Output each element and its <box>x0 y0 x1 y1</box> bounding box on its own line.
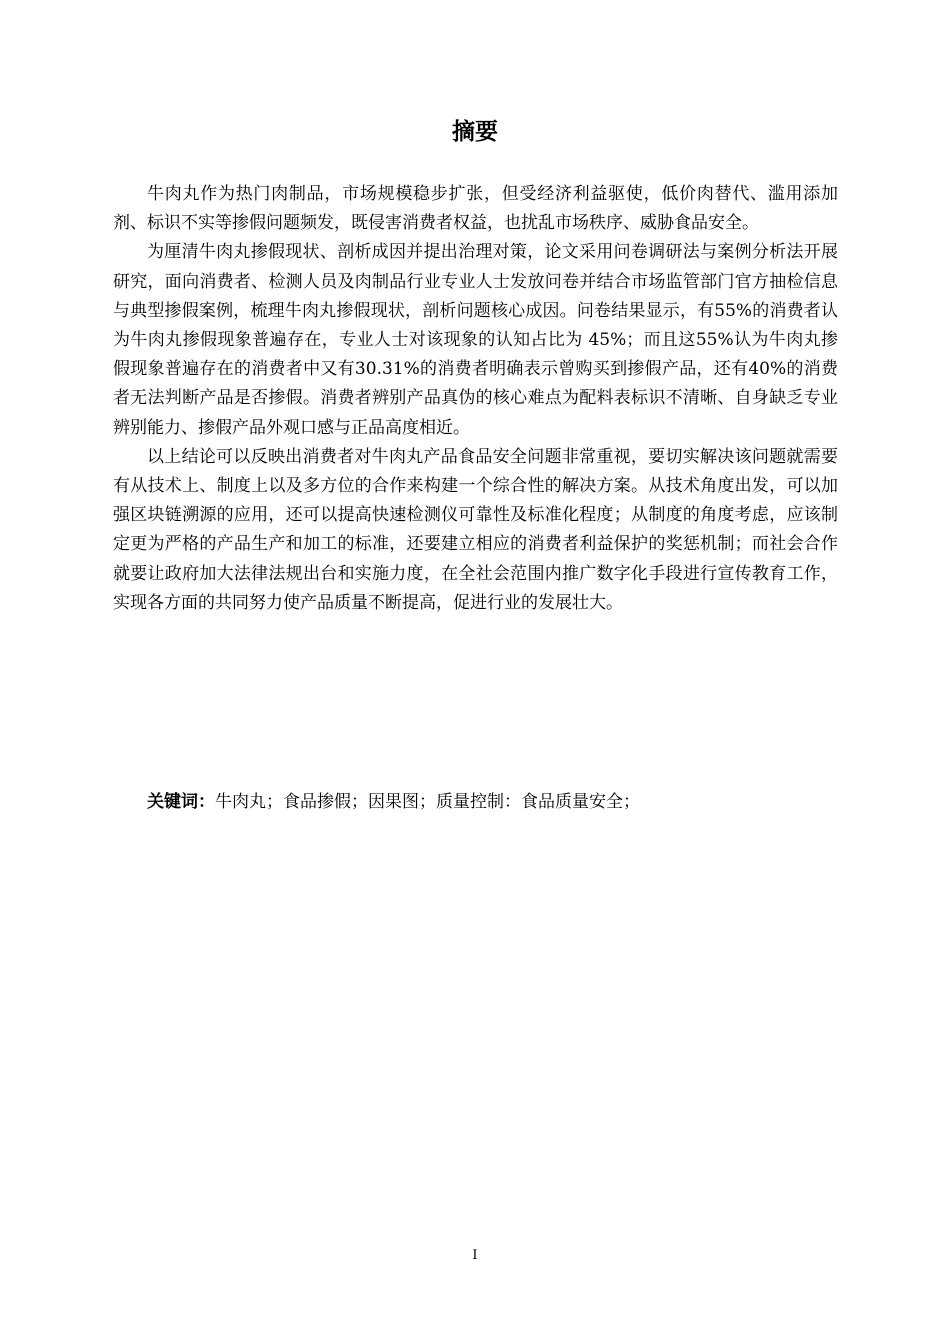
keywords-line <box>113 787 838 817</box>
abstract-title: 摘要 <box>452 119 498 145</box>
keywords-text: 牛肉丸；食品掺假；因果图；质量控制：食品质量安全； <box>215 792 640 812</box>
keywords-label: 关键词： <box>147 792 215 812</box>
abstract-body <box>113 180 838 618</box>
abstract-paragraph-3: 以上结论可以反映出消费者对牛肉丸产品食品安全问题非常重视，要切实解决该问题就需要有从技术上、制度上以及多方位的合作来构建一个综合性的解决方案。从技术角度出发，可以加强区块链溯源的应用，还可以提高快速检测仪可靠性及标准化程度；从制度的角度考虑，应该制定更为严格的产品生产和加工的标准，还要建立相应的消费者利益保护的奖惩机制；而社会合作就要让政府加大法律法规出台和实施力度，在全社会范围内推广数字化手段进行宣传教育工作，实现各方面的共同努力使产品质量不断提高，促进行业的发展壮大。 <box>113 446 838 613</box>
abstract-paragraph-2: 为厘清牛肉丸掺假现状、剖析成因并提出治理对策，论文采用问卷调研法与案例分析法开展研究，面向消费者、检测人员及肉制品行业专业人士发放问卷并结合市场监管部门官方抽检信息与典型掺假案例，梳理牛肉丸掺假现状，剖析问题核心成因。问卷结果显示，有55%的消费者认为牛肉丸掺假现象普遍存在，专业人士对该现象的认知占比为 45%；而且这55%认为牛肉丸掺假现象普遍存在的消费者中又有30.31%的消费者明确表示曾购买到掺假产品，还有40%的消费者无法判断产品是否掺假。消费者辨别产品真伪的核心难点为配料表标识不清晰、自身缺乏专业辨别能力、掺假产品外观口感与正品高度相近。 <box>113 242 838 438</box>
page-number: I <box>472 1248 478 1263</box>
abstract-paragraph-1: 牛肉丸作为热门肉制品，市场规模稳步扩张，但受经济利益驱使，低价肉替代、滥用添加剂、标识不实等掺假问题频发，既侵害消费者权益，也扰乱市场秩序、威胁食品安全。 <box>113 184 838 234</box>
